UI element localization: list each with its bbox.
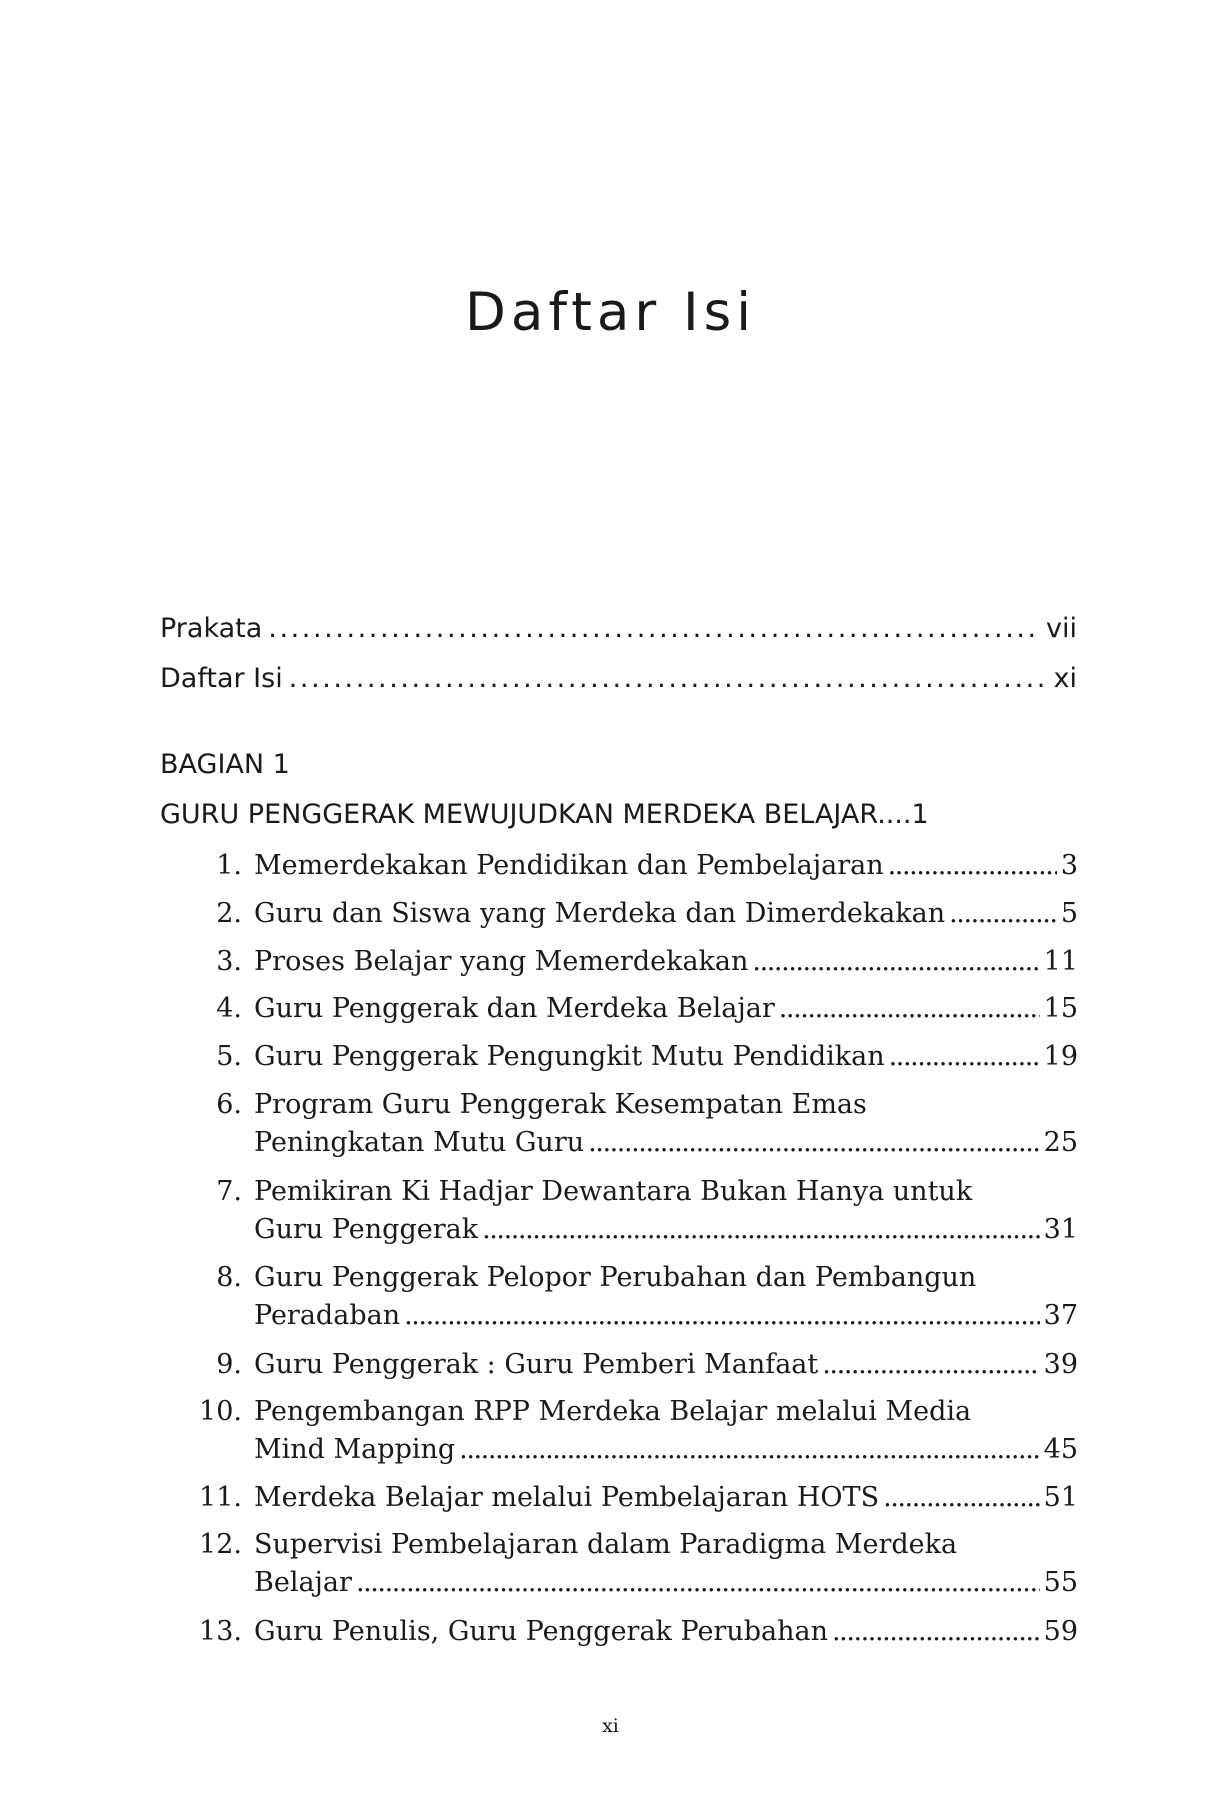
chapter-number: 3. — [216, 946, 242, 977]
toc-chapter-3[interactable] — [198, 943, 1078, 981]
chapter-number: 13. — [199, 1616, 242, 1647]
dot-leader — [356, 1564, 1040, 1602]
chapter-title-line2: Mind Mapping — [254, 1434, 456, 1465]
dot-leader — [889, 1038, 1040, 1076]
dot-leader — [404, 1297, 1040, 1335]
chapter-number: 12. — [199, 1529, 242, 1560]
part-page: 1 — [911, 799, 929, 830]
part-title: GURU PENGGERAK MEWUJUDKAN MERDEKA BELAJAR — [160, 799, 878, 830]
part-dots: .... — [877, 799, 912, 830]
toc-entry-page: xi — [1053, 663, 1077, 694]
toc-chapter-5[interactable] — [198, 1038, 1078, 1076]
chapter-number: 9. — [216, 1349, 242, 1380]
chapter-page: 25 — [1043, 1127, 1078, 1158]
chapter-title-line2: Belajar — [254, 1567, 352, 1598]
chapter-title: Merdeka Belajar melalui Pembelajaran HOTS — [254, 1482, 880, 1513]
dot-leader — [459, 1431, 1039, 1469]
dot-leader — [832, 1613, 1040, 1651]
chapter-title-line2: Peradaban — [254, 1300, 401, 1331]
dot-leader — [779, 990, 1040, 1028]
toc-chapter-6[interactable] — [198, 1086, 1078, 1162]
toc-chapter-13[interactable] — [198, 1613, 1078, 1651]
toc-entry-page: vii — [1046, 613, 1077, 644]
chapter-title: Memerdekakan Pendidikan dan Pembelajaran — [254, 850, 884, 881]
toc-chapter-9[interactable] — [198, 1346, 1078, 1384]
chapter-title-line1: Pemikiran Ki Hadjar Dewantara Bukan Hanya untuk — [254, 1176, 973, 1207]
chapter-page: 3 — [1060, 850, 1078, 881]
dot-leader — [588, 1124, 1040, 1162]
chapter-page: 45 — [1043, 1434, 1078, 1465]
toc-entry-label: Daftar Isi — [160, 663, 283, 694]
toc-chapter-1[interactable] — [198, 847, 1078, 885]
dot-leader — [268, 612, 1040, 646]
toc-chapter-2[interactable] — [198, 895, 1078, 933]
chapter-number: 6. — [216, 1089, 242, 1120]
page-number: xi — [602, 1715, 619, 1737]
chapter-page: 19 — [1043, 1041, 1078, 1072]
toc-chapter-8[interactable] — [198, 1259, 1078, 1335]
chapter-title: Guru Penulis, Guru Penggerak Perubahan — [254, 1616, 828, 1647]
chapter-page: 31 — [1043, 1214, 1078, 1245]
chapter-number: 8. — [216, 1262, 242, 1293]
toc-chapter-4[interactable] — [198, 990, 1078, 1028]
toc-chapter-11[interactable] — [198, 1479, 1078, 1517]
chapter-number: 10. — [199, 1396, 242, 1427]
chapter-title: Proses Belajar yang Memerdekakan — [254, 946, 749, 977]
chapter-number: 4. — [216, 993, 242, 1024]
chapter-title-line2: Peningkatan Mutu Guru — [254, 1127, 585, 1158]
dot-leader — [752, 943, 1039, 981]
toc-chapter-7[interactable] — [198, 1173, 1078, 1249]
dot-leader — [888, 847, 1057, 885]
part-label: BAGIAN 1 — [160, 749, 290, 780]
chapter-page: 5 — [1060, 898, 1078, 929]
dot-leader — [822, 1346, 1039, 1384]
chapter-page: 51 — [1043, 1482, 1078, 1513]
toc-chapter-12[interactable] — [198, 1526, 1078, 1602]
chapter-title-line1: Supervisi Pembelajaran dalam Paradigma Merdeka — [254, 1529, 958, 1560]
chapter-title: Guru Penggerak dan Merdeka Belajar — [254, 993, 775, 1024]
chapter-title-line1: Pengembangan RPP Merdeka Belajar melalui Media — [254, 1396, 972, 1427]
chapter-page: 15 — [1043, 993, 1078, 1024]
chapter-page: 37 — [1043, 1300, 1078, 1331]
chapter-page: 11 — [1043, 946, 1078, 977]
part-title-entry[interactable] — [160, 798, 1077, 832]
chapter-page: 59 — [1043, 1616, 1078, 1647]
chapter-title-line2: Guru Penggerak — [254, 1214, 479, 1245]
chapter-title: Guru Penggerak Pengungkit Mutu Pendidikan — [254, 1041, 885, 1072]
chapter-number: 11. — [199, 1482, 242, 1513]
toc-entry-prakata[interactable] — [160, 612, 1077, 646]
chapter-number: 5. — [216, 1041, 242, 1072]
chapter-page: 39 — [1043, 1349, 1078, 1380]
chapter-title: Guru dan Siswa yang Merdeka dan Dimerdekakan — [254, 898, 946, 929]
chapter-number: 2. — [216, 898, 242, 929]
chapter-title-line1: Guru Penggerak Pelopor Perubahan dan Pembangun — [254, 1262, 977, 1293]
chapter-title-line1: Program Guru Penggerak Kesempatan Emas — [254, 1089, 867, 1120]
chapter-number: 1. — [216, 850, 242, 881]
chapter-number: 7. — [216, 1176, 242, 1207]
toc-entry-label: Prakata — [160, 613, 263, 644]
chapter-page: 55 — [1043, 1567, 1078, 1598]
chapter-title: Guru Penggerak : Guru Pemberi Manfaat — [254, 1349, 819, 1380]
toc-chapter-10[interactable] — [198, 1393, 1078, 1469]
dot-leader — [949, 895, 1057, 933]
dot-leader — [883, 1479, 1040, 1517]
page-title: Daftar Isi — [465, 282, 756, 343]
toc-entry-daftar-isi[interactable] — [160, 662, 1077, 696]
dot-leader — [482, 1211, 1040, 1249]
dot-leader — [289, 662, 1048, 696]
